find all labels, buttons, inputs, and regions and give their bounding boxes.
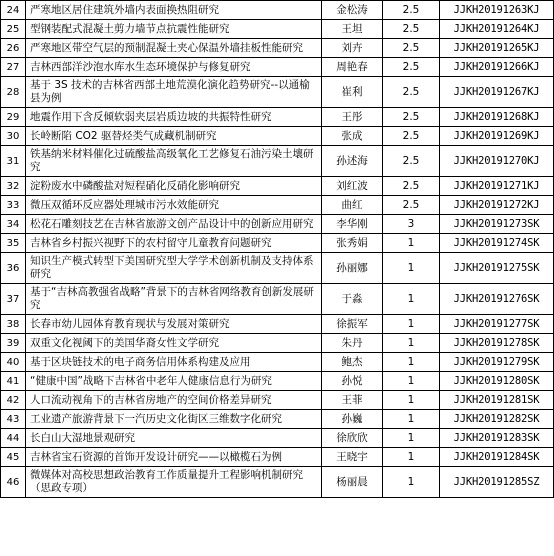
table-row [1, 177, 554, 196]
project-code: JJKH20191281SK [440, 391, 554, 410]
project-code: JJKH20191268KJ [440, 108, 554, 127]
project-title: 双重文化视阈下的美国华裔女性文学研究 [26, 334, 322, 353]
table-row [1, 127, 554, 146]
funding-amount: 1 [383, 353, 440, 372]
funding-amount: 2.5 [383, 127, 440, 146]
project-leader: 刘卉 [322, 39, 383, 58]
row-number: 45 [1, 448, 26, 467]
project-code: JJKH20191267KJ [440, 77, 554, 108]
project-code: JJKH20191280SK [440, 372, 554, 391]
project-title: 基于“吉林高教强省战略”背景下的吉林省网络教育创新发展研究 [26, 284, 322, 315]
project-code: JJKH20191263KJ [440, 1, 554, 20]
funding-amount: 2.5 [383, 146, 440, 177]
project-code: JJKH20191285SZ [440, 467, 554, 498]
project-leader: 王坦 [322, 20, 383, 39]
project-code: JJKH20191271KJ [440, 177, 554, 196]
project-leader: 鲍杰 [322, 353, 383, 372]
project-title: 地震作用下含反倾软弱夹层岩质边坡的共振特性研究 [26, 108, 322, 127]
row-number: 41 [1, 372, 26, 391]
table-row [1, 253, 554, 284]
row-number: 36 [1, 253, 26, 284]
project-code: JJKH20191272KJ [440, 196, 554, 215]
project-leader: 李华刚 [322, 215, 383, 234]
funding-amount: 3 [383, 215, 440, 234]
funding-amount: 1 [383, 334, 440, 353]
project-leader: 徐振军 [322, 315, 383, 334]
table-row [1, 215, 554, 234]
table-row [1, 58, 554, 77]
project-leader: 孙述海 [322, 146, 383, 177]
project-leader: 王晓宇 [322, 448, 383, 467]
project-code: JJKH20191278SK [440, 334, 554, 353]
project-leader: 杨丽晨 [322, 467, 383, 498]
funding-amount: 1 [383, 410, 440, 429]
funding-amount: 1 [383, 467, 440, 498]
funding-amount: 2.5 [383, 1, 440, 20]
project-title: 吉林西部洋沙泡水库水生态环境保护与修复研究 [26, 58, 322, 77]
project-leader: 孙丽娜 [322, 253, 383, 284]
table-row [1, 391, 554, 410]
table-row [1, 334, 554, 353]
table-row [1, 196, 554, 215]
funding-amount: 2.5 [383, 39, 440, 58]
project-code: JJKH20191279SK [440, 353, 554, 372]
project-code: JJKH20191277SK [440, 315, 554, 334]
project-leader: 刘红波 [322, 177, 383, 196]
table-row [1, 1, 554, 20]
row-number: 35 [1, 234, 26, 253]
table-row [1, 448, 554, 467]
row-number: 39 [1, 334, 26, 353]
table-row [1, 372, 554, 391]
project-title: 基于区块链技术的电子商务信用体系构建及应用 [26, 353, 322, 372]
project-leader: 张秀娟 [322, 234, 383, 253]
project-title: “健康中国”战略下吉林省中老年人健康信息行为研究 [26, 372, 322, 391]
project-title: 严寒地区居住建筑外墙内表面换热阻研究 [26, 1, 322, 20]
project-table-body [1, 1, 554, 498]
project-leader: 徐欣欣 [322, 429, 383, 448]
funding-amount: 1 [383, 315, 440, 334]
project-leader: 王菲 [322, 391, 383, 410]
funding-amount: 2.5 [383, 20, 440, 39]
funding-amount: 1 [383, 284, 440, 315]
project-title: 长白山大湿地景观研究 [26, 429, 322, 448]
project-leader: 曲红 [322, 196, 383, 215]
project-title: 吉林省乡村振兴视野下的农村留守儿童教育问题研究 [26, 234, 322, 253]
project-title: 基于 3S 技术的吉林省西部土地荒漠化演化趋势研究--以通榆县为例 [26, 77, 322, 108]
project-code: JJKH20191283SK [440, 429, 554, 448]
project-leader: 周艳春 [322, 58, 383, 77]
project-leader: 孙悦 [322, 372, 383, 391]
funding-amount: 2.5 [383, 196, 440, 215]
funding-amount: 1 [383, 234, 440, 253]
project-leader: 孙巍 [322, 410, 383, 429]
table-row [1, 146, 554, 177]
row-number: 33 [1, 196, 26, 215]
project-code: JJKH20191284SK [440, 448, 554, 467]
project-code: JJKH20191273SK [440, 215, 554, 234]
row-number: 46 [1, 467, 26, 498]
table-row [1, 77, 554, 108]
project-title: 吉林省宝石资源的首饰开发设计研究——以橄榄石为例 [26, 448, 322, 467]
project-title: 严寒地区带空气层的预制混凝土夹心保温外墙挂板性能研究 [26, 39, 322, 58]
row-number: 31 [1, 146, 26, 177]
project-code: JJKH20191264KJ [440, 20, 554, 39]
project-title: 铁基纳米材料催化过硫酸盐高级氧化工艺修复石油污染土壤研究 [26, 146, 322, 177]
project-title: 人口流动视角下的吉林省房地产的空间价格差异研究 [26, 391, 322, 410]
project-code: JJKH20191270KJ [440, 146, 554, 177]
project-title: 工业遗产旅游背景下一汽历史文化街区三维数字化研究 [26, 410, 322, 429]
project-title: 微媒体对高校思想政治教育工作质量提升工程影响机制研究（思政专项） [26, 467, 322, 498]
table-row [1, 20, 554, 39]
row-number: 25 [1, 20, 26, 39]
project-leader: 张成 [322, 127, 383, 146]
project-title: 型钢装配式混凝土剪力墙节点抗震性能研究 [26, 20, 322, 39]
table-row [1, 467, 554, 498]
project-code: JJKH20191269KJ [440, 127, 554, 146]
project-title: 松花石雕刻技艺在吉林省旅游文创产品设计中的创新应用研究 [26, 215, 322, 234]
row-number: 29 [1, 108, 26, 127]
table-row [1, 234, 554, 253]
funding-amount: 2.5 [383, 77, 440, 108]
project-leader: 于淼 [322, 284, 383, 315]
funding-amount: 2.5 [383, 108, 440, 127]
row-number: 38 [1, 315, 26, 334]
project-code: JJKH20191265KJ [440, 39, 554, 58]
funding-amount: 1 [383, 253, 440, 284]
table-row [1, 410, 554, 429]
project-leader: 金松涛 [322, 1, 383, 20]
project-code: JJKH20191266KJ [440, 58, 554, 77]
table-row [1, 353, 554, 372]
project-code: JJKH20191282SK [440, 410, 554, 429]
table-row [1, 429, 554, 448]
project-leader: 朱丹 [322, 334, 383, 353]
row-number: 43 [1, 410, 26, 429]
funding-amount: 1 [383, 429, 440, 448]
table-row [1, 108, 554, 127]
project-code: JJKH20191274SK [440, 234, 554, 253]
funding-amount: 1 [383, 372, 440, 391]
project-title: 长春市幼儿园体育教育现状与发展对策研究 [26, 315, 322, 334]
row-number: 44 [1, 429, 26, 448]
row-number: 34 [1, 215, 26, 234]
funding-amount: 2.5 [383, 58, 440, 77]
funding-amount: 2.5 [383, 177, 440, 196]
row-number: 40 [1, 353, 26, 372]
row-number: 24 [1, 1, 26, 20]
row-number: 42 [1, 391, 26, 410]
row-number: 27 [1, 58, 26, 77]
row-number: 30 [1, 127, 26, 146]
row-number: 32 [1, 177, 26, 196]
table-row [1, 315, 554, 334]
project-leader: 王彤 [322, 108, 383, 127]
project-code: JJKH20191275SK [440, 253, 554, 284]
table-row [1, 39, 554, 58]
project-leader: 崔利 [322, 77, 383, 108]
project-title: 淀粉废水中磷酸盐对短程硝化反硝化影响研究 [26, 177, 322, 196]
row-number: 28 [1, 77, 26, 108]
row-number: 37 [1, 284, 26, 315]
project-title: 微压双循环反应器处理城市污水效能研究 [26, 196, 322, 215]
funding-amount: 1 [383, 391, 440, 410]
project-title: 长岭断陷 CO2 驱替烃类气成藏机制研究 [26, 127, 322, 146]
funding-amount: 1 [383, 448, 440, 467]
row-number: 26 [1, 39, 26, 58]
project-title: 知识生产模式转型下美国研究型大学学术创新机制及支持体系研究 [26, 253, 322, 284]
project-code: JJKH20191276SK [440, 284, 554, 315]
table-row [1, 284, 554, 315]
